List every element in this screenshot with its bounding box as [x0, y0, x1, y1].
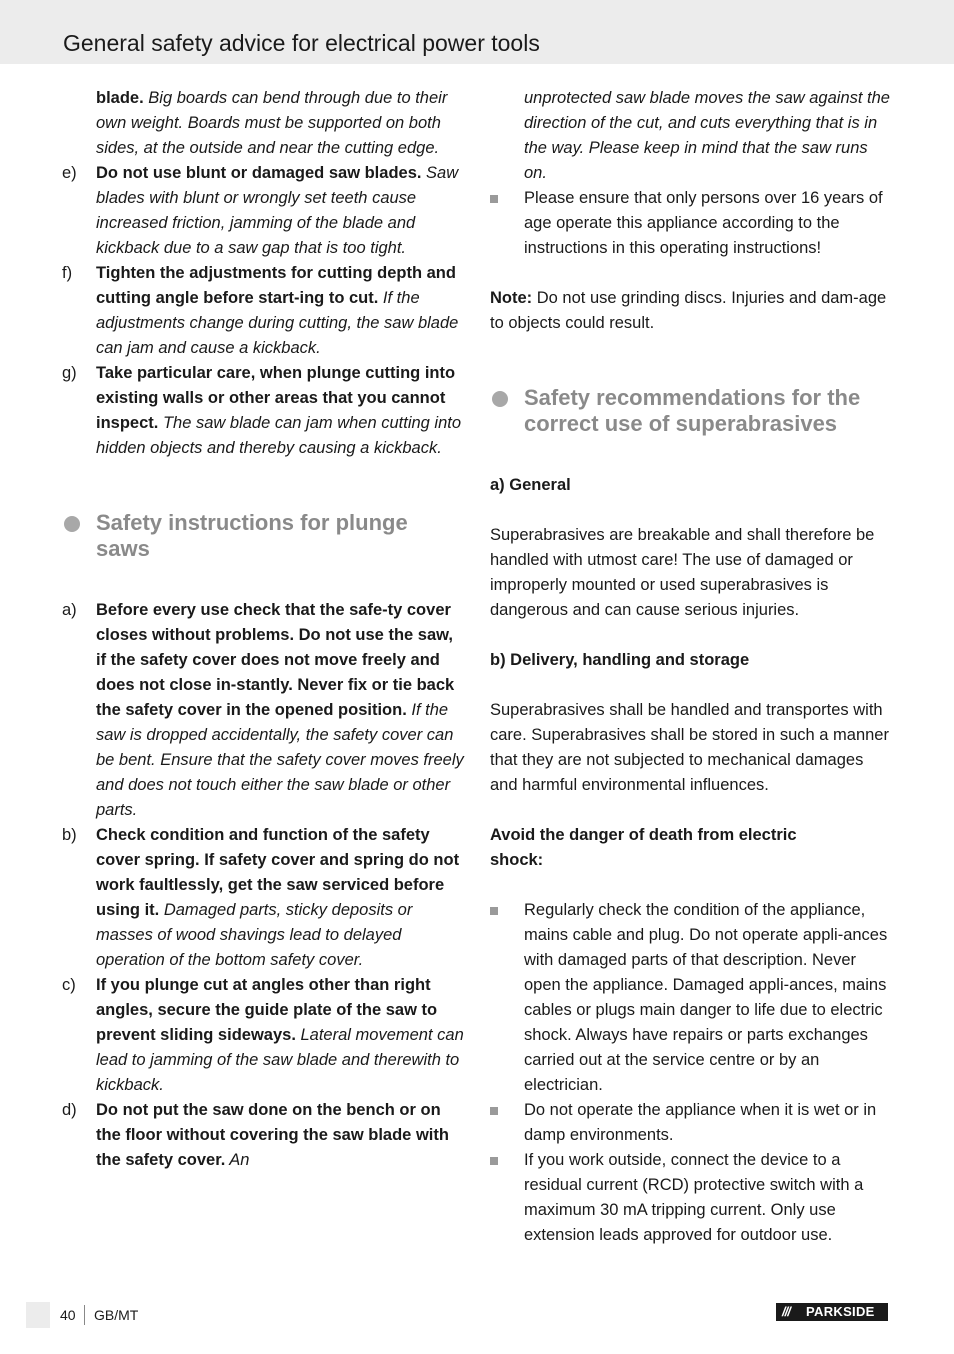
- subheading-general: a) General: [490, 476, 571, 494]
- bold-text: Before every use check that the safe-ty cover closes without problems. Do not use the saw, if the safety cover does not move freely and does not close in-stantly. Never fix or tie back the safety cover in the opened position.: [96, 601, 455, 719]
- italic-text: Damaged parts, sticky deposits or masses of wood shavings lead to delayed operation of the bottom safety cover.: [96, 901, 413, 969]
- note-paragraph: [490, 286, 890, 336]
- language-code: GB/MT: [94, 1307, 139, 1323]
- note-text: Do not use grinding discs. Injuries and dam-age to objects could result.: [490, 289, 887, 332]
- list-item-b: [62, 823, 464, 973]
- bullet-text: Regularly check the condition of the appliance, mains cable and plug. Do not operate appli-ances with damaged parts of that description. Never open the appliance. Damaged appli-ances, mains cables or plugs main danger to life due to electric shock. Always have repairs or parts exchanges carried out at the service centre or by an electrician.: [524, 901, 888, 1094]
- italic-text: If the adjustments change during cutting, the saw blade can jam and cause a kickback.: [96, 289, 459, 357]
- italic-text: Lateral movement can lead to jamming of the saw blade and therewith to kickback.: [96, 1026, 464, 1094]
- footer-page-tab: [26, 1302, 50, 1328]
- bold-text: Do not put the saw done on the bench or on the floor without covering the saw blade with the safety cover.: [96, 1101, 449, 1169]
- list-marker: g): [62, 364, 77, 382]
- bullet-text: Please ensure that only persons over 16 years of age operate this appliance according to the instructions in this operating instructions!: [524, 189, 883, 257]
- square-bullet-icon: [490, 1157, 498, 1165]
- logo-text: PARKSIDE: [806, 1304, 875, 1319]
- section-heading-text: Safety instructions for plunge saws: [96, 510, 408, 561]
- italic-text: Saw blades with blunt or wrongly set teeth cause increased friction, jamming of the blade and kickback due to a saw gap that is too tight.: [96, 164, 459, 257]
- page-header: [0, 0, 954, 64]
- bullet-text: If you work outside, connect the device to a residual current (RCD) protective switch with a maximum 30 mA tripping current. Only use extension leads approved for outdoor use.: [524, 1151, 864, 1244]
- list-marker: e): [62, 164, 77, 182]
- list-marker: d): [62, 1101, 77, 1119]
- square-bullet-icon: [490, 195, 498, 203]
- square-bullet-icon: [490, 907, 498, 915]
- bold-text: Tighten the adjustments for cutting depth and cutting angle before start-ing to cut.: [96, 264, 456, 307]
- list-item-f: [62, 261, 464, 361]
- footer-divider: [84, 1305, 85, 1325]
- italic-text: If the saw is dropped accidentally, the safety cover can be bent. Ensure that the safety cover moves freely and does not touch either the saw blade or other parts.: [96, 701, 464, 819]
- list-item-e: [62, 161, 464, 261]
- subheading-delivery: b) Delivery, handling and storage: [490, 651, 750, 669]
- italic-text: An: [225, 1151, 250, 1169]
- bullet-item: [490, 1148, 890, 1248]
- logo-slashes: ///: [782, 1304, 790, 1319]
- bullet-text: Do not operate the appliance when it is wet or in damp environments.: [524, 1101, 877, 1144]
- bold-text: Do not use blunt or damaged saw blades.: [96, 164, 422, 182]
- note-label: Note:: [490, 289, 533, 307]
- continued-paragraph: unprotected saw blade moves the saw against the direction of the cut, and cuts everything that is in the way. Please keep in mind that the saw runs on.: [524, 89, 890, 182]
- bold-text: Take particular care, when plunge cutting into existing walls or other areas that you cannot inspect.: [96, 364, 456, 432]
- square-bullet-icon: [490, 1107, 498, 1115]
- italic-text: Big boards can bend through due to their own weight. Boards must be supported on both sides, at the outside and near the cutting edge.: [96, 89, 448, 157]
- list-item-g: [62, 361, 464, 461]
- continued-paragraph: [62, 86, 464, 161]
- list-marker: b): [62, 826, 77, 844]
- bold-text: If you plunge cut at angles other than right angles, secure the guide plate of the saw to prevent sliding sideways.: [96, 976, 438, 1044]
- list-item-a: [62, 598, 464, 823]
- page-title: General safety advice for electrical power tools: [63, 30, 540, 56]
- left-column: [62, 86, 464, 1173]
- italic-text: The saw blade can jam when cutting into hidden objects and thereby causing a kickback.: [96, 414, 462, 457]
- delivery-paragraph: Superabrasives shall be handled and transportes with care. Superabrasives shall be stored in such a manner that they are not subjected to mechanical damages and harmful environmental influences.: [490, 701, 889, 794]
- section-heading-superabrasives: [490, 385, 890, 437]
- list-marker: c): [62, 976, 76, 994]
- bold-text: Check condition and function of the safety cover spring. If safety cover and spring do not work faultlessly, get the saw serviced before using it.: [96, 826, 460, 919]
- bullet-item-age: [490, 186, 890, 261]
- bullet-item: [490, 898, 890, 1098]
- right-column: [490, 86, 890, 1248]
- list-item-d: [62, 1098, 464, 1173]
- bullet-item: [490, 1098, 890, 1148]
- list-marker: f): [62, 264, 73, 282]
- parkside-logo: [776, 1303, 888, 1321]
- list-marker: a): [62, 601, 77, 619]
- subheading-electric-shock: Avoid the danger of death from electric shock:: [490, 826, 797, 869]
- bullet-circle-icon: [492, 391, 508, 407]
- section-heading-plunge-saws: [62, 510, 464, 562]
- list-item-c: [62, 973, 464, 1098]
- section-heading-text: Safety recommendations for the correct use of superabrasives: [524, 385, 861, 436]
- bullet-circle-icon: [64, 516, 80, 532]
- bold-text: blade.: [96, 89, 144, 107]
- general-paragraph: Superabrasives are breakable and shall therefore be handled with utmost care! The use of damaged or improperly mounted or used superabrasives is dangerous and can cause serious injuries.: [490, 526, 875, 619]
- page-number: 40: [60, 1307, 76, 1323]
